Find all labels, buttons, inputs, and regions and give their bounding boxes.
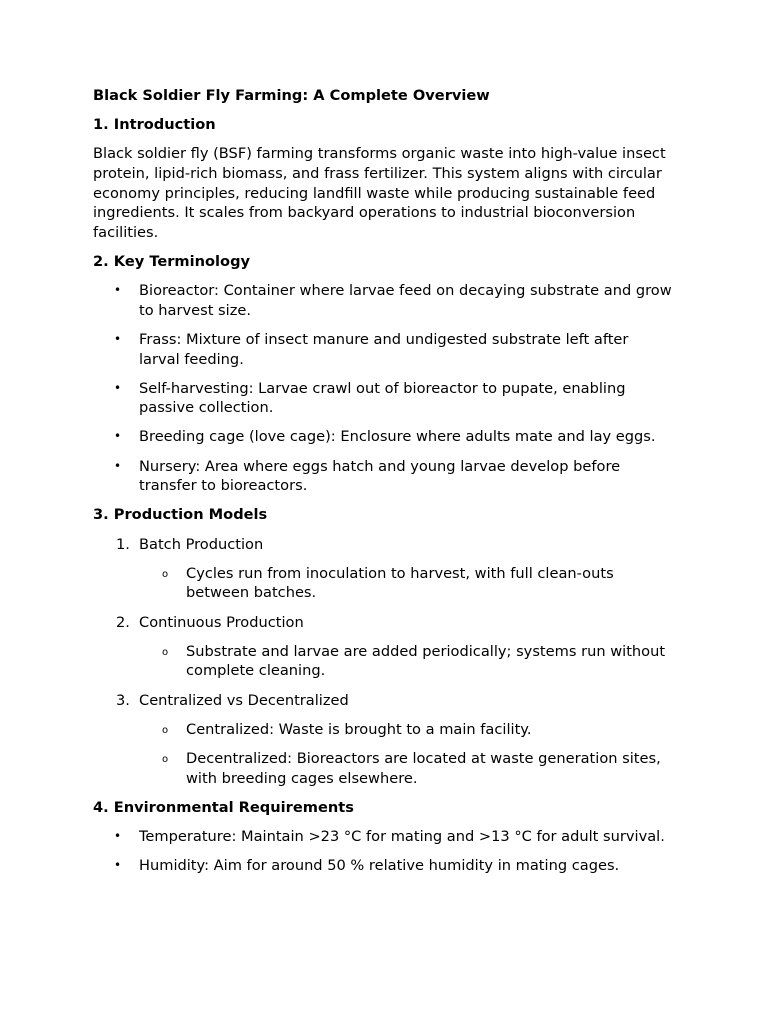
list-number: 1. xyxy=(116,535,130,553)
model-points xyxy=(93,564,673,603)
terminology-list xyxy=(93,281,673,496)
model-points xyxy=(93,642,673,681)
document-page xyxy=(93,86,673,885)
list-item xyxy=(93,856,673,876)
bullet-icon: • xyxy=(114,858,122,873)
model-item xyxy=(93,613,673,681)
model-title: Centralized vs Decentralized xyxy=(139,691,349,709)
sub-list-item xyxy=(93,720,673,740)
circle-bullet-icon: o xyxy=(162,646,169,658)
sub-list-item xyxy=(93,749,673,788)
list-item-text: Frass: Mixture of insect manure and undigested substrate left after larval feeding. xyxy=(139,330,629,368)
sub-list-item-text: Centralized: Waste is brought to a main facility. xyxy=(186,720,532,738)
environment-list xyxy=(93,827,673,876)
model-item xyxy=(93,535,673,603)
model-title: Batch Production xyxy=(139,535,264,553)
list-item xyxy=(93,427,673,447)
sub-list-item xyxy=(93,642,673,681)
bullet-icon: • xyxy=(114,458,122,473)
list-item xyxy=(93,827,673,847)
model-item xyxy=(93,691,673,789)
list-item xyxy=(93,330,673,369)
bullet-icon: • xyxy=(114,828,122,843)
sub-list-item xyxy=(93,564,673,603)
model-points xyxy=(93,720,673,788)
bullet-icon: • xyxy=(114,331,122,346)
section-heading-key-terminology: 2. Key Terminology xyxy=(93,252,251,270)
list-number: 2. xyxy=(116,613,130,631)
bullet-icon: • xyxy=(114,283,122,298)
section-heading-production-models: 3. Production Models xyxy=(93,506,268,524)
list-item-text: Self-harvesting: Larvae crawl out of bioreactor to pupate, enabling passive collection. xyxy=(139,379,626,417)
list-item-text: Breeding cage (love cage): Enclosure where adults mate and lay eggs. xyxy=(139,428,656,446)
bullet-icon: • xyxy=(114,429,122,444)
list-item-text: Humidity: Aim for around 50 % relative humidity in mating cages. xyxy=(139,857,620,875)
section-heading-introduction: 1. Introduction xyxy=(93,116,216,134)
list-item xyxy=(93,281,673,320)
list-item xyxy=(93,379,673,418)
production-models-list xyxy=(93,535,673,789)
bullet-icon: • xyxy=(114,380,122,395)
list-number: 3. xyxy=(116,691,130,709)
sub-list-item-text: Cycles run from inoculation to harvest, with full clean-outs between batches. xyxy=(186,564,614,602)
section-heading-environmental-requirements: 4. Environmental Requirements xyxy=(93,798,354,816)
sub-list-item-text: Decentralized: Bioreactors are located at waste generation sites, with breeding cages elsewhere. xyxy=(186,749,661,787)
sub-list-item-text: Substrate and larvae are added periodically; systems run without complete cleaning. xyxy=(186,642,666,680)
introduction-paragraph: Black soldier fly (BSF) farming transforms organic waste into high-value insect protein, lipid-rich biomass, and frass fertilizer. This system aligns with circular economy principles, reducing landfill waste while producing sustainable feed ingredients. It scales from backyard operations to industrial bioconversion facilities. xyxy=(93,145,666,241)
list-item-text: Nursery: Area where eggs hatch and young larvae develop before transfer to bioreactors. xyxy=(139,457,621,495)
model-title: Continuous Production xyxy=(139,613,304,631)
document-title: Black Soldier Fly Farming: A Complete Overview xyxy=(93,87,490,104)
circle-bullet-icon: o xyxy=(162,724,169,736)
list-item-text: Temperature: Maintain >23 °C for mating and >13 °C for adult survival. xyxy=(139,827,665,845)
circle-bullet-icon: o xyxy=(162,753,169,765)
list-item-text: Bioreactor: Container where larvae feed on decaying substrate and grow to harvest size. xyxy=(139,282,672,319)
list-item xyxy=(93,457,673,496)
circle-bullet-icon: o xyxy=(162,568,169,580)
